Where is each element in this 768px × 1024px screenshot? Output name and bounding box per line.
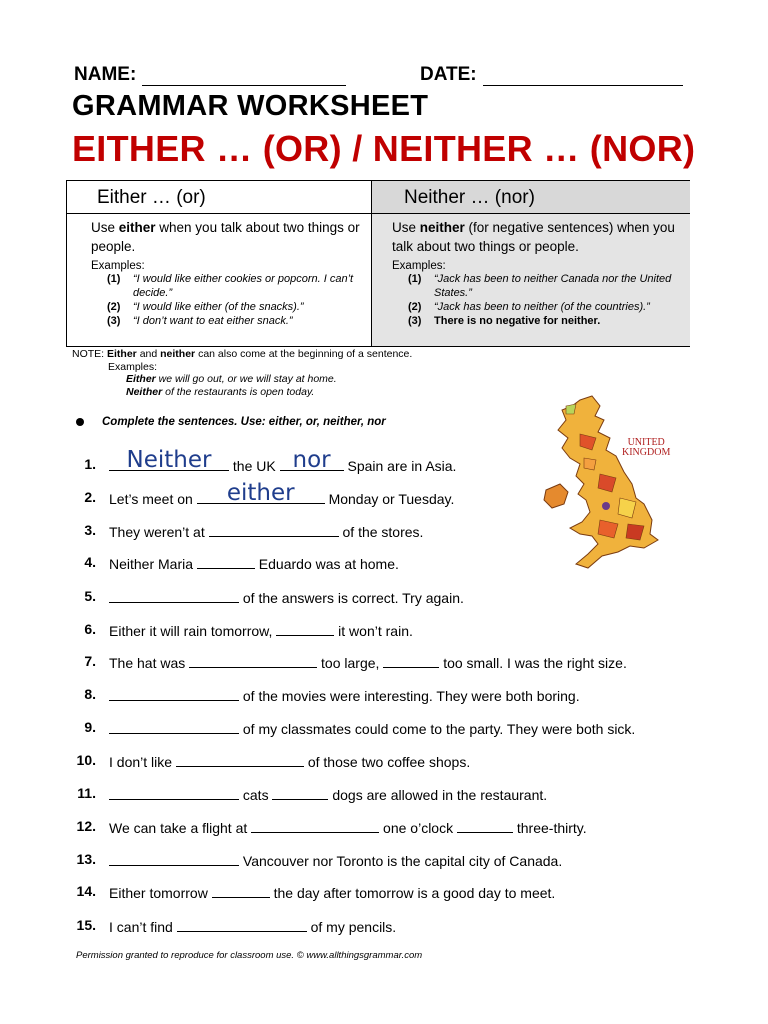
answer-blank[interactable] (276, 621, 334, 636)
answer-blank[interactable] (209, 522, 339, 537)
handwritten-answer: nor (292, 447, 331, 473)
neither-examples-label: Examples: (392, 260, 446, 272)
bullet-icon (76, 418, 84, 426)
either-examples-label: Examples: (91, 260, 145, 272)
uk-map-image (540, 394, 690, 574)
either-example: (3) “I don’t want to eat either snack.” (107, 315, 293, 327)
neither-example: (1) “Jack has been to neither Canada nor the United States.” (408, 273, 672, 299)
note-line: NOTE: Either and neither can also come at the beginning of a sentence. (72, 348, 413, 360)
either-example: (2) “I would like either (of the snacks).” (107, 301, 304, 313)
date-field[interactable] (420, 64, 683, 86)
answer-blank[interactable] (457, 818, 513, 833)
answer-blank[interactable] (197, 554, 255, 569)
answer-blank[interactable] (272, 785, 328, 800)
worksheet-subtitle: EITHER … (OR) / NEITHER … (NOR) (72, 128, 696, 169)
answer-blank[interactable] (280, 447, 344, 473)
neither-heading: Neither … (nor) (372, 181, 690, 214)
answer-blank[interactable] (383, 653, 439, 668)
neither-column (371, 181, 690, 346)
answer-blank[interactable] (197, 480, 325, 506)
answer-blank[interactable] (109, 686, 239, 701)
handwritten-answer: Neither (126, 447, 212, 473)
answer-blank[interactable] (109, 447, 229, 473)
either-column (67, 181, 371, 346)
name-label: NAME: (74, 64, 137, 85)
explanation-table (66, 180, 690, 347)
answer-blank[interactable] (176, 752, 304, 767)
worksheet-title: GRAMMAR WORKSHEET (72, 90, 429, 122)
map-label: UNITED KINGDOM (622, 437, 671, 458)
handwritten-answer: either (226, 480, 295, 506)
either-heading: Either … (or) (67, 181, 371, 214)
neither-example: (3) There is no negative for neither. (408, 315, 601, 327)
answer-blank[interactable] (212, 883, 270, 898)
neither-example: (2) “Jack has been to neither (of the countries).” (408, 301, 650, 313)
note-examples-label: Examples: (108, 360, 158, 373)
answer-blank[interactable] (177, 917, 307, 932)
answer-blank[interactable] (189, 653, 317, 668)
either-example: (1) “I would like either cookies or popcorn. I can’t decide.” (107, 273, 354, 299)
instructions: Complete the sentences. Use: either, or, neither, nor (76, 416, 386, 428)
answer-blank[interactable] (109, 785, 239, 800)
neither-description: Use neither (for negative sentences) when you talk about two things or people. (392, 220, 675, 254)
date-blank[interactable] (483, 67, 683, 86)
name-blank[interactable] (142, 67, 346, 86)
name-field[interactable] (74, 64, 346, 86)
answer-blank[interactable] (109, 588, 239, 603)
answer-blank[interactable] (251, 818, 379, 833)
answer-blank[interactable] (109, 719, 239, 734)
either-description: Use either when you talk about two things or people. (91, 220, 360, 254)
answer-blank[interactable] (109, 851, 239, 866)
note-example: Either we will go out, or we will stay at home. (126, 373, 337, 385)
date-label: DATE: (420, 64, 477, 85)
footer-copyright: Permission granted to reproduce for classroom use. © www.allthingsgrammar.com (76, 950, 423, 961)
note-example: Neither of the restaurants is open today. (126, 385, 315, 398)
grammar-note (72, 348, 412, 398)
